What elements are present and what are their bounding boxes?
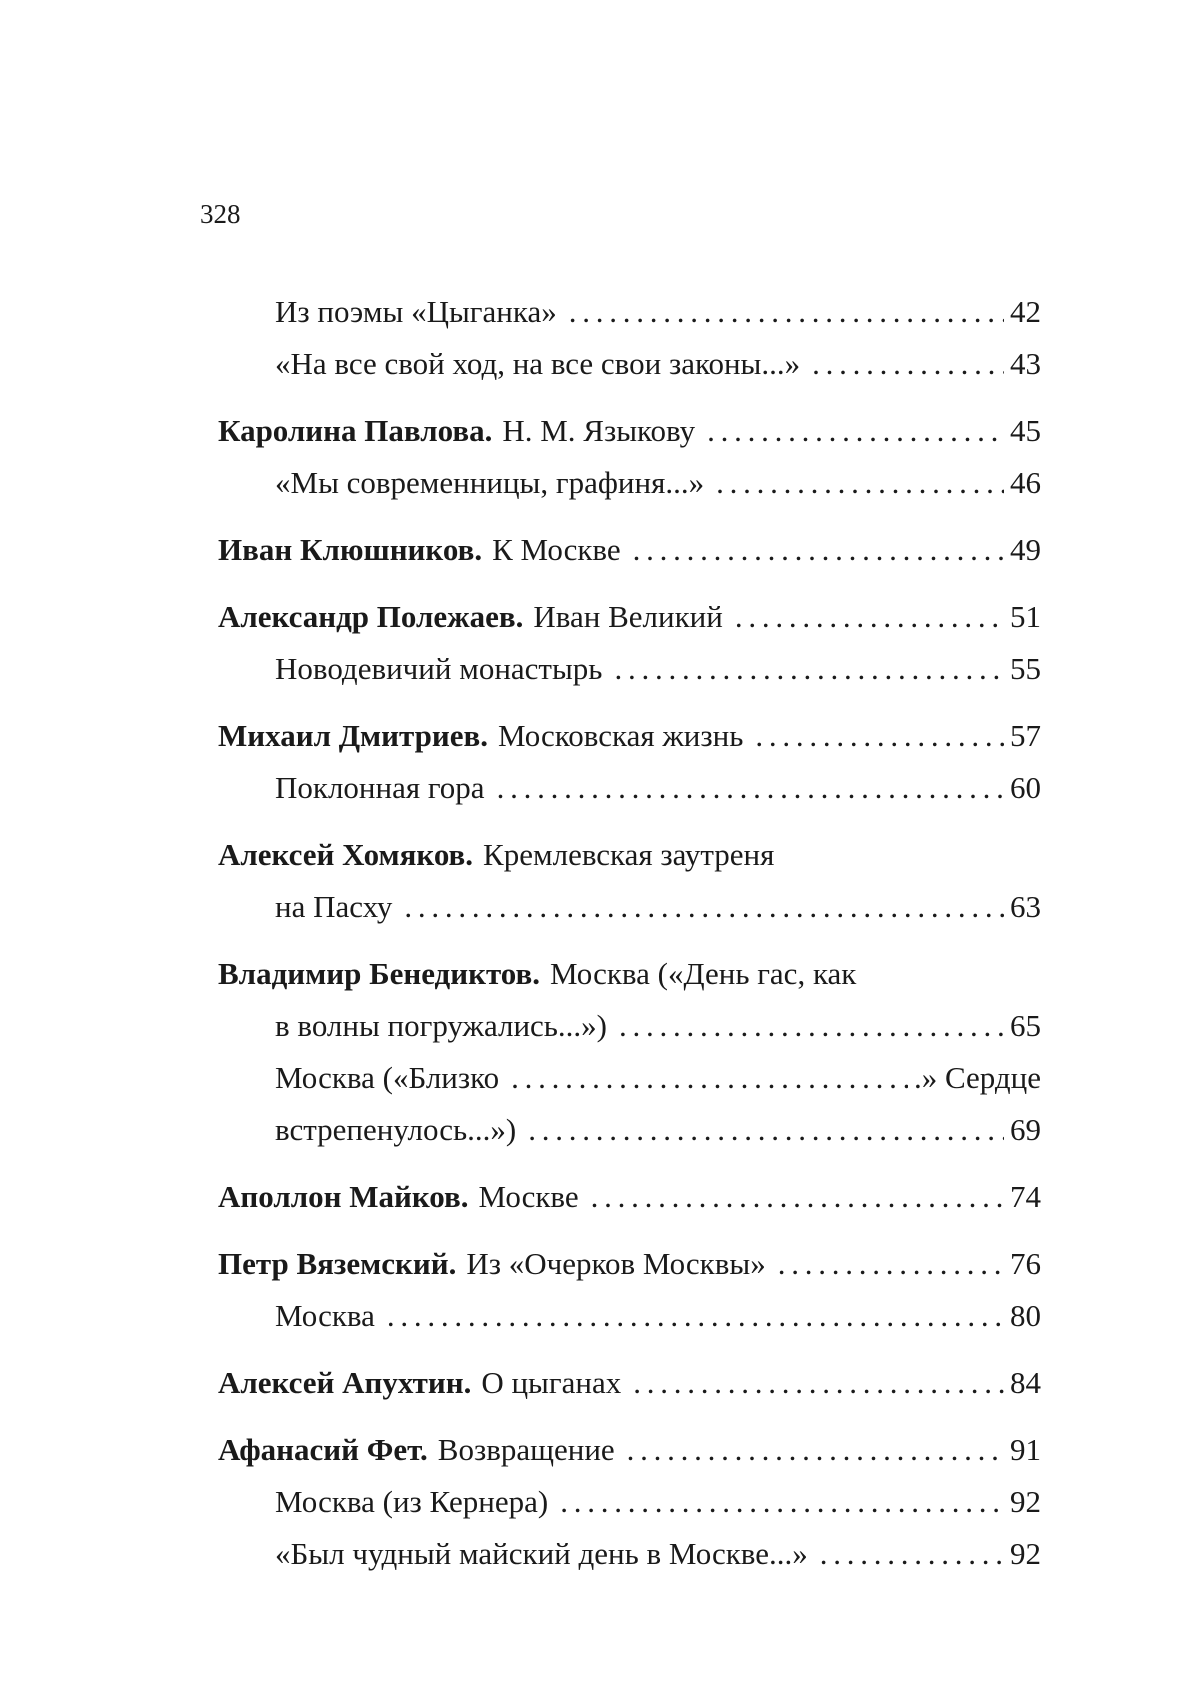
page-ref: 42 [1010, 294, 1041, 329]
page-ref: 74 [1010, 1179, 1041, 1214]
toc-line [218, 710, 1041, 762]
dot-leader [820, 1528, 1004, 1580]
page-ref: 49 [1010, 532, 1041, 567]
toc-line [218, 286, 1041, 338]
poem-title: Московская жизнь [497, 718, 744, 753]
author-name: Алексей Хомяков. [218, 837, 474, 872]
page-ref: 84 [1010, 1365, 1041, 1400]
dot-leader [633, 524, 1004, 576]
poem-title: К Москве [492, 532, 621, 567]
toc-line [218, 405, 1041, 457]
page-number: 328 [200, 199, 241, 229]
dot-leader [511, 1052, 908, 1104]
toc-line [218, 1476, 1041, 1528]
poem-title-tail: .» Сердце [913, 1060, 1041, 1095]
poem-title: Поклонная гора [275, 770, 485, 805]
toc-line [218, 1238, 1041, 1290]
toc-line [218, 948, 1041, 1000]
toc-entry [218, 286, 1041, 338]
page-ref: 92 [1010, 1536, 1041, 1571]
poem-title: Москве [478, 1179, 579, 1214]
dot-leader [778, 1238, 1004, 1290]
author-name: Алексей Апухтин. [218, 1365, 472, 1400]
toc-entry [218, 948, 1041, 1156]
dot-leader [633, 1357, 1004, 1409]
toc-entry [218, 338, 1041, 390]
poem-title: Из поэмы «Цыганка» [275, 294, 557, 329]
poem-title: «На все свой ход, на все свои законы...» [275, 346, 801, 381]
poem-title: О цыганах [481, 1365, 622, 1400]
dot-leader [707, 405, 1004, 457]
toc-line [218, 1528, 1041, 1580]
toc-entry [218, 1238, 1041, 1342]
dot-leader [755, 710, 1004, 762]
poem-title-continued: в волны погружались...») [275, 1008, 608, 1043]
poem-title: Иван Великий [533, 599, 723, 634]
toc-entry [218, 1424, 1041, 1580]
dot-leader [560, 1476, 1004, 1528]
author-name: Владимир Бенедиктов. [218, 956, 540, 991]
author-name: Иван Клюшников. [218, 532, 483, 567]
poem-title: «Был чудный майский день в Москве...» [275, 1536, 808, 1571]
poem-title: Новодевичий монастырь [275, 651, 603, 686]
page-ref: 65 [1010, 1008, 1041, 1043]
dot-leader [387, 1290, 1004, 1342]
page-ref: 51 [1010, 599, 1041, 634]
toc-entry [218, 524, 1041, 576]
toc-line [218, 338, 1041, 390]
dot-leader [619, 1000, 1004, 1052]
toc-line [218, 1052, 1041, 1104]
dot-leader [812, 338, 1004, 390]
author-name: Михаил Дмитриев. [218, 718, 488, 753]
page-ref: 43 [1010, 346, 1041, 381]
poem-title: Москва («День гас, как [550, 956, 857, 991]
page-ref: 55 [1010, 651, 1041, 686]
page-ref: 63 [1010, 889, 1041, 924]
dot-leader [528, 1104, 1004, 1156]
page-ref: 57 [1010, 718, 1041, 753]
toc-line [218, 643, 1041, 695]
dot-leader [627, 1424, 1004, 1476]
dot-leader [614, 643, 1004, 695]
toc-line [218, 1357, 1041, 1409]
poem-title: Москва («Близко [275, 1060, 500, 1095]
poem-title: Н. М. Языкову [502, 413, 696, 448]
page-ref: 92 [1010, 1484, 1041, 1519]
page-ref: 91 [1010, 1432, 1041, 1467]
toc-entry [218, 829, 1041, 933]
poem-title: Кремлевская заутреня [483, 837, 775, 872]
dot-leader [591, 1171, 1004, 1223]
poem-title: Москва [275, 1298, 375, 1333]
toc-line [218, 1424, 1041, 1476]
table-of-contents [218, 286, 1041, 1580]
dot-leader [404, 881, 1004, 933]
poem-title: «Мы современницы, графиня...» [275, 465, 705, 500]
author-name: Александр Полежаев. [218, 599, 524, 634]
page-ref: 46 [1010, 465, 1041, 500]
dot-leader [735, 591, 1004, 643]
toc-line [218, 881, 1041, 933]
page-ref: 80 [1010, 1298, 1041, 1333]
toc-line [218, 591, 1041, 643]
dot-leader [569, 286, 1004, 338]
poem-title: Из «Очерков Москвы» [466, 1246, 766, 1281]
poem-title: Возвращение [437, 1432, 615, 1467]
poem-title-continued: на Пасху [275, 889, 393, 924]
author-name: Аполлон Майков. [218, 1179, 469, 1214]
page-ref: 69 [1010, 1112, 1041, 1147]
toc-entry [218, 591, 1041, 695]
page-ref: 76 [1010, 1246, 1041, 1281]
toc-line [218, 1171, 1041, 1223]
dot-leader [497, 762, 1004, 814]
toc-line [218, 457, 1041, 509]
toc-entry [218, 1357, 1041, 1409]
author-name: Петр Вяземский. [218, 1246, 457, 1281]
toc-entry [218, 1171, 1041, 1223]
poem-title: Москва (из Кернера) [275, 1484, 549, 1519]
author-name: Каролина Павлова. [218, 413, 493, 448]
page-ref: 60 [1010, 770, 1041, 805]
toc-line [218, 762, 1041, 814]
toc-line [218, 524, 1041, 576]
dot-leader [716, 457, 1004, 509]
toc-line [218, 1290, 1041, 1342]
poem-title-continued: встрепенулось...») [275, 1112, 517, 1147]
toc-line [218, 1000, 1041, 1052]
author-name: Афанасий Фет. [218, 1432, 428, 1467]
page-ref: 45 [1010, 413, 1041, 448]
toc-line [218, 829, 1041, 881]
toc-entry [218, 710, 1041, 814]
toc-line [218, 1104, 1041, 1156]
toc-entry [218, 405, 1041, 509]
